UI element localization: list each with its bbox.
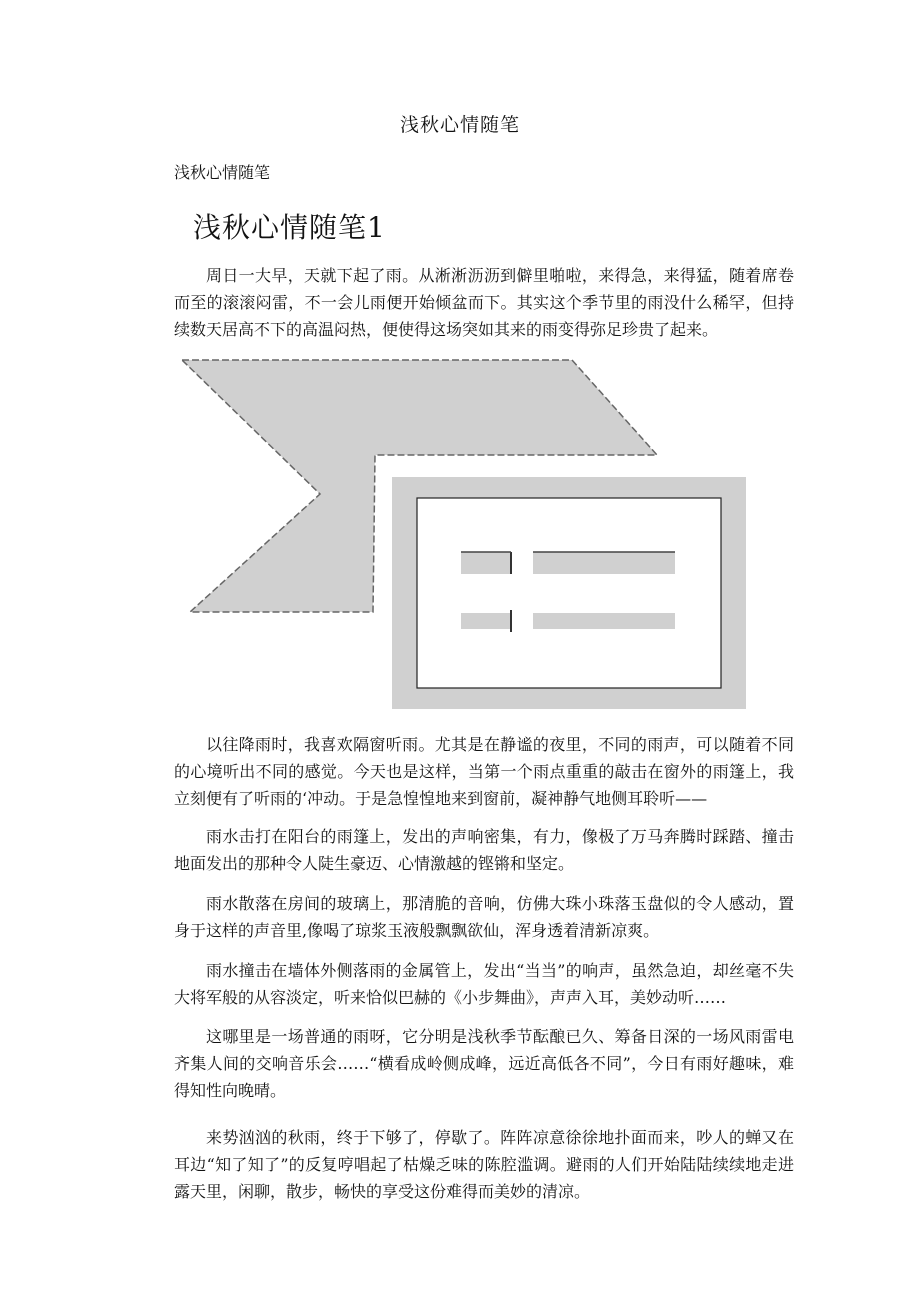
paragraph-6: 这哪里是一场普通的雨呀，它分明是浅秋季节酝酿已久、筹备日深的一场风雨雷电齐集人间的交响音乐会……“横看成岭侧成峰，远近高低各不同”，今日有雨好趣味，难得知性向晚晴。 <box>174 1027 794 1100</box>
paragraph-7: 来势汹汹的秋雨，终于下够了，停歇了。阵阵凉意徐徐地扑面而来，吵人的蝉又在耳边“知了知了”的反复哼唱起了枯燥乏味的陈腔滥调。避雨的人们开始陆陆续续地走进露天里，闲聊，散步，畅快的享受这份难得而美妙的清凉。 <box>174 1128 794 1201</box>
document-placeholder-icon <box>180 354 746 710</box>
document-subtitle: 浅秋心情随笔 <box>174 163 271 182</box>
figure-row2-long <box>533 613 675 629</box>
paragraph-4: 雨水散落在房间的玻璃上，那清脆的音响，仿佛大珠小珠落玉盘似的令人感动，置身于这样的声音里,像喝了琼浆玉液般飘飘欲仙，浑身透着清新凉爽。 <box>174 894 794 940</box>
paragraph-1: 周日一大早，天就下起了雨。从淅淅沥沥到僻里啪啦，来得急，来得猛，随着席卷而至的滚滚闷雷，不一会儿雨便开始倾盆而下。其实这个季节里的雨没什么稀罕，但持续数天居高不下的高温闷热，便使得这场突如其来的雨变得弥足珍贵了起来。 <box>174 266 794 339</box>
paragraph-5: 雨水撞击在墙体外侧落雨的金属管上，发出“当当”的响声，虽然急迫，却丝毫不失大将军般的从容淡定，听来恰似巴赫的《小步舞曲》，声声入耳，美妙动听…… <box>174 961 794 1007</box>
figure-row1-long <box>533 552 675 574</box>
figure-row2-short <box>461 613 511 629</box>
paragraph-3: 雨水击打在阳台的雨篷上，发出的声响密集，有力，像极了万马奔腾时踩踏、撞击地面发出的那种令人陡生豪迈、心情激越的铿锵和坚定。 <box>174 827 794 873</box>
figure-row1-short <box>461 552 511 574</box>
figure-card-inner <box>417 498 721 688</box>
paragraph-2: 以往降雨时，我喜欢隔窗听雨。尤其是在静谧的夜里，不同的雨声，可以随着不同的心境听出不同的感觉。今天也是这样，当第一个雨点重重的敲击在窗外的雨篷上，我立刻便有了听雨的‘冲动。于是急惶惶地来到窗前，凝神静气地侧耳聆听—— <box>174 735 794 808</box>
document-title: 浅秋心情随笔 <box>399 114 520 136</box>
section-heading: 浅秋心情随笔1 <box>193 211 386 244</box>
